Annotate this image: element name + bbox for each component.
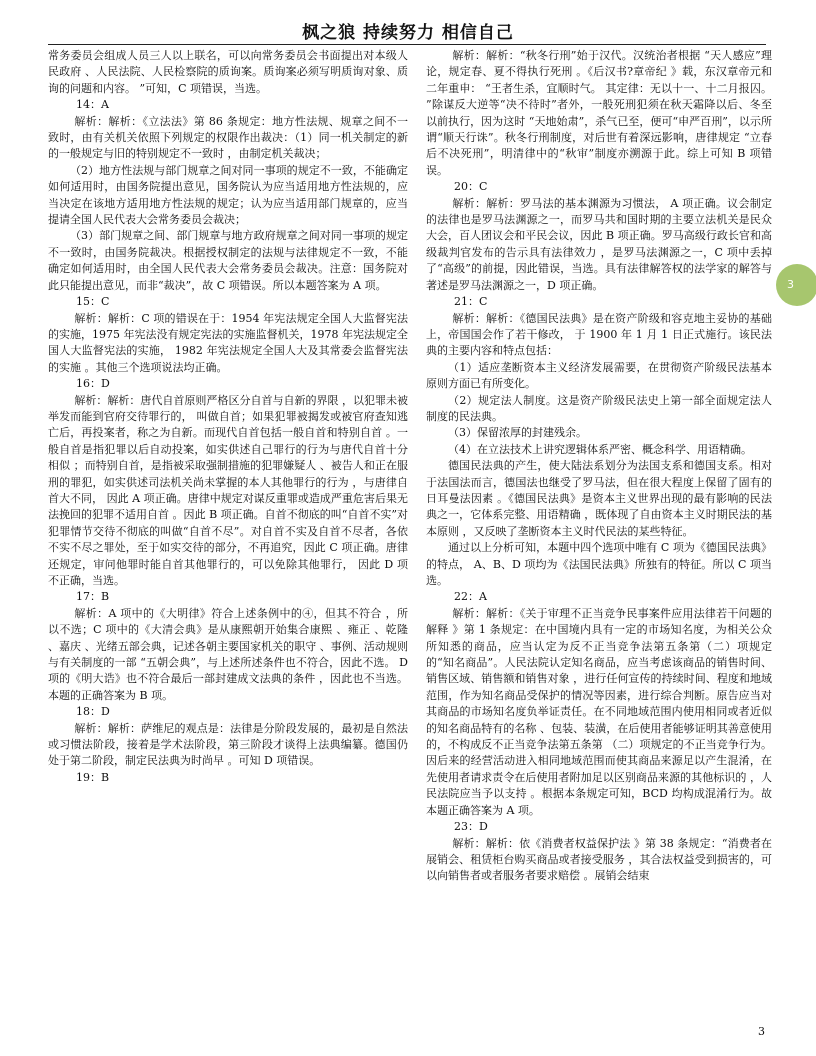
- answer-number: 18：D: [76, 705, 110, 719]
- answer-number: 23：D: [454, 820, 488, 834]
- paragraph: 解析：解析：萨维尼的观点是：法律是分阶段发展的，最初是自然法或习惯法阶段，接着是学术法阶段，第三阶段才谈得上法典编纂。德国仍处于第二阶段，制定民法典为时尚早 。可知 D 项错误。: [48, 721, 408, 768]
- answer-number: 19：B: [76, 770, 110, 784]
- paragraph: 解析：解析：“秋冬行刑”始于汉代。汉统治者根据 “天人感应”理论，规定春、夏不得执行死刑 。《后汉书?章帝纪 》载，东汉章帝元和二年重申： “王者生杀，宜顺时气。 其定律：无以十一、十二月报囚。 ”除谋反大逆等“决不待时”者外，一般死刑犯须在秋天霜降以后、冬至以前执行，因为这时 “天地始肃”，杀气已至，便可“申严百刑”，以示所谓“顺天行诛”。秋冬行刑制度，对后世有着深远影响，唐律规定 “立春后不决死刑”，明清律中的“秋审”制度亦溯源于此。综上可知 B 项错误。: [426, 49, 772, 177]
- paragraph: 解析：解析：《关于审理不正当竞争民事案件应用法律若干问题的解释 》第 1 条规定：在中国境内具有一定的市场知名度，为相关公众所知悉的商品，应当认定为反不正当竞争法第五条第（二）项规定的“知名商品”。人民法院认定知名商品，应当考虑该商品的销售时间、销售区域、销售额和销售对象 ，进行任何宣传的持续时间、程度和地域范围，作为知名商品受保护的情况等因素，进行综合判断。原告应当对其商品的市场知名度负举证责任。在不同地域范围内使用相同或者近似的知名商品特有的名称 、包装、装潢，在后使用者能够证明其善意使用的，不构成反不正当竞争法第五条第 （二）项规定的不正当竞争行为。因后来的经营活动进入相同地域范围而使其商品来源足以产生混淆，在先使用者请求责令在后使用者附加足以区别商品来源的其他标识的 ，人民法院应当予以支持 。根据本条规定可知，BCD 均构成混淆行为。故本题正确答案为 A 项。: [426, 606, 772, 817]
- answer-number: 21：C: [454, 295, 488, 309]
- page-title: 枫之狼 持续努力 相信自己: [302, 23, 514, 43]
- page-number: 3: [758, 1025, 765, 1038]
- paragraph: 解析：A 项中的《大明律》符合上述条例中的④，但其不符合 ，所以不选；C 项中的《大清会典》是从康熙朝开始集合康熙 、雍正 、乾隆 、嘉庆 、光绪五部会典，记述各朝主要国家机关的职守 、事例、活动规则与有关制度的一部 “五朝会典”，与上述所述条件也不符合，因此不选。 D 项的《明大诰》也不符合最后一部封建成文法典的条件 ，因此也不当选。本题的正确答案为 B 项。: [48, 606, 408, 702]
- paragraph: 解析：解析：依《消费者权益保护法 》第 38 条规定：“消费者在展销会、租赁柜台购买商品或者接受服务 ，其合法权益受到损害的，可以向销售者或者服务者要求赔偿 。展销会结束: [426, 836, 772, 883]
- paragraph: 常务委员会组成人员三人以上联名，可以向常务委员会书面提出对本级人民政府 、人民法院、人民检察院的质询案。质询案必须写明质询对象、质询的问题和内容。 ”可知，C 项错误，当选。: [48, 49, 408, 95]
- paragraph: （2）规定法人制度。这是资产阶级民法史上第一部全面规定法人制度的民法典。: [426, 393, 772, 423]
- paragraph: 解析：解析：《立法法》第 86 条规定：地方性法规、规章之间不一致时，由有关机关依照下列规定的权限作出裁决：（1）同一机关制定的新的一般规定与旧的特别规定不一致时 ，由制定机关裁决；: [48, 114, 408, 161]
- page-tab-marker: [776, 264, 816, 306]
- paragraph: （2）地方性法规与部门规章之间对同一事项的规定不一致，不能确定如何适用时，由国务院提出意见，国务院认为应当适用地方性法规的，应当决定在该地方适用地方性法规的规定；认为应当适用部门规章的，应当提请全国人民代表大会常务委员会裁决；: [48, 163, 408, 227]
- page-tab-label: 3: [787, 278, 794, 291]
- answer-number: 16：D: [76, 377, 110, 391]
- answer-number: 15：C: [76, 295, 110, 309]
- paragraph: （4）在立法技术上讲究逻辑体系严密、概念科学、用语精确。: [448, 442, 752, 456]
- paragraph: 解析：解析：《德国民法典》是在资产阶级和容克地主妥协的基础上，帝国国会作了若干修改， 于 1900 年 1 月 1 日正式施行。该民法典的主要内容和特点包括：: [426, 311, 772, 358]
- header-divider: [48, 44, 766, 45]
- paragraph: （3）保留浓厚的封建残余。: [448, 426, 587, 440]
- paragraph: 解析：解析：罗马法的基本渊源为习惯法， A 项正确。议会制定的法律也是罗马法渊源之一，而罗马共和国时期的主要立法机关是民众大会，百人团议会和平民会议，因此 B 项正确。罗马高级行政长官和高级裁判官发布的告示具有法律效力 ，是罗马法渊源之一，C 项中丢掉了“高级”的前提，因此错误，当选。具有法律解答权的法学家的解答与著述是罗马法渊源之一，D 项正确。: [426, 196, 772, 292]
- answer-number: 22：A: [454, 590, 487, 604]
- paragraph: 解析：解析：唐代自首原则严格区分自首与自新的界限 ，以犯罪未被举发而能到官府交待罪行的， 叫做自首；如果犯罪被揭发或被官府查知逃亡后，再投案者，称之为自新。而现代自首包括一般自首和特别自首 。一般自首是指犯罪以后自动投案，如实供述自己罪行的行为与唐代自首十分相似 ；而特别自首，是指被采取强制措施的犯罪嫌疑人 、被告人和正在服刑的罪犯，如实供述司法机关尚未掌握的本人其他罪行的行为 ，与唐律自首大不同， 因此 A 项正确。唐律中规定对谋反重罪或造成严重危害后果无法挽回的犯罪不适用自首 。因此 B 项正确。自首不彻底的叫“自首不实”对犯罪情节交待不彻底的叫做“自首不尽”。对自首不实及自首不尽者，各依不实不尽之罪处，至于如实交待的部分，不再追究，因此 C 项正确。唐律还规定，审问他罪时能自首其他罪行的，可以免除其他罪行， 因此 D 项不正确，当选。: [48, 393, 408, 587]
- answer-number: 17：B: [76, 590, 110, 604]
- answer-number: 20：C: [454, 180, 488, 194]
- left-column: [48, 48, 408, 786]
- answer-number: 14：A: [76, 98, 109, 112]
- paragraph: （3）部门规章之间、部门规章与地方政府规章之间对同一事项的规定不一致时，由国务院裁决。根据授权制定的法规与法律规定不一致，不能确定如何适用时，由全国人民代表大会常务委员会裁决。注意：国务院对此只能提出意见，而非“裁决”，故 C 项错误。所以本题答案为 A 项。: [48, 229, 408, 292]
- paragraph: 德国民法典的产生，使大陆法系划分为法国支系和德国支系。相对于法国法而言，德国法也继受了罗马法，但在很大程度上保留了固有的日耳曼法因素 。《德国民法典》是资本主义世界出现的最有影响的民法典之一，它体系完整、用语精确 ，既体现了自由资本主义时期民法的基本原则 ，又反映了垄断资本主义时代民法的某些特征。: [426, 459, 772, 538]
- paragraph: 通过以上分析可知，本题中四个选项中唯有 C 项为《德国民法典》的特点， A、B、D 项均为《法国民法典》所独有的特征。所以 C 项当选。: [426, 541, 772, 587]
- paragraph: 解析：解析：C 项的错误在于：1954 年宪法规定全国人大监督宪法的实施，1975 年宪法没有规定宪法的实施监督机关，1978 年宪法规定全国人大监督宪法的实施， 1982 年宪法规定全国人大及其常委会监督宪法的实施 。其他三个选项说法均正确。: [48, 311, 408, 374]
- right-column: [426, 48, 772, 885]
- paragraph: （1）适应垄断资本主义经济发展需要，在贯彻资产阶级民法基本原则方面已有所变化。: [426, 360, 772, 391]
